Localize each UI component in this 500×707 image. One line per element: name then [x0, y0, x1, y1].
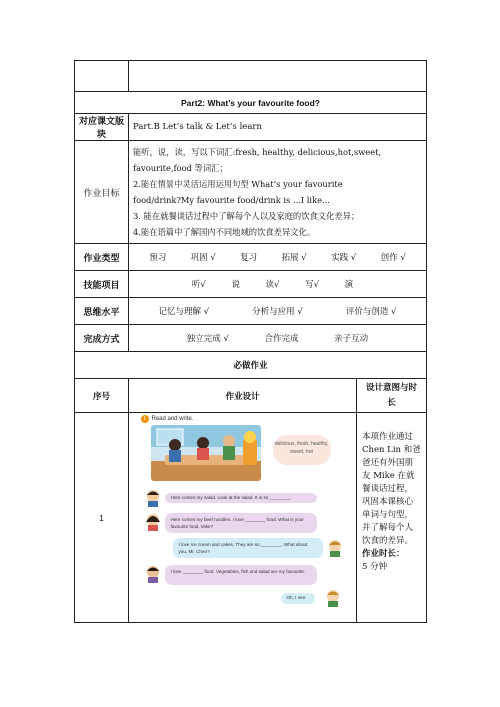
row-number: 1: [75, 413, 129, 623]
type-item: 复习: [240, 253, 258, 263]
required-title: 必做作业: [75, 352, 427, 379]
thinking-label: 思维水平: [75, 298, 129, 325]
speech-bubble: Here comes my salad. Look at the salad. It is so ________.: [165, 493, 317, 503]
dining-scene-illustration: [151, 425, 261, 481]
type-label: 作业类型: [75, 244, 129, 271]
thinking-row: [75, 298, 427, 325]
column-header-row: [75, 379, 427, 413]
intent-cell: [357, 413, 427, 623]
speech-bubble: Oh, I see.: [281, 593, 315, 604]
thinking-item: 评价与创造 √: [345, 307, 397, 317]
girl-avatar: [145, 513, 161, 531]
type-row: [75, 244, 427, 271]
goal-line: favourite,food 等词汇；: [133, 163, 228, 173]
speech-bubble: I love ________ food. Vegetables, fish and salad are my favourite.: [165, 565, 317, 585]
skill-item: 演: [344, 280, 354, 290]
type-item: 巩固 √: [190, 253, 216, 263]
type-item: 预习: [149, 253, 167, 263]
mike-avatar: [325, 589, 341, 607]
instruction-number: 1: [141, 415, 149, 423]
homework-table: [74, 60, 427, 623]
boy-avatar: [145, 489, 161, 507]
goals-row: [75, 141, 427, 244]
mode-item: 合作完成: [264, 334, 299, 344]
mode-item: 亲子互动: [334, 334, 369, 344]
homework-row-1: [75, 413, 427, 623]
required-title-row: [75, 352, 427, 379]
goal-line: 能听，说，读，写以下词汇:fresh, healthy, delicious,hot,sweet,: [133, 147, 382, 157]
mode-label: 完成方式: [75, 325, 129, 352]
skill-item: 说: [231, 280, 240, 290]
speech-bubble: Here comes my beef noodles. I love ________ food. What is your favourite food, Mike?: [165, 513, 317, 533]
intent-header: 设计意图与时长: [357, 379, 427, 413]
skill-label: 技能项目: [75, 271, 129, 298]
mode-row: [75, 325, 427, 352]
father-avatar: [145, 565, 161, 583]
type-item: 创作 √: [380, 253, 406, 263]
num-header: 序号: [75, 379, 129, 413]
goal-line: 2.能在情景中灵活运用运用句型 What’s your favourite: [133, 179, 343, 189]
skill-item: 读√: [265, 280, 280, 290]
part-title-row: [75, 92, 427, 114]
lesson-row: [75, 114, 427, 141]
skill-item: 写√: [305, 280, 320, 290]
skill-row: [75, 271, 427, 298]
speech-bubble: I love ice cream and cakes. They are so ________. What about you, Mr. Chen?: [173, 538, 323, 558]
type-item: 实践 √: [331, 253, 357, 263]
skill-item: 听√: [191, 280, 206, 290]
blank-row: [75, 61, 427, 92]
worksheet-figure: [131, 413, 355, 619]
type-item: 拓展 √: [281, 253, 307, 263]
instruction-text: Read and write.: [151, 416, 194, 422]
thinking-item: 记忆与理解 √: [158, 307, 210, 317]
lesson-value: Part.B Let’s talk & Let’s learn: [129, 114, 427, 141]
lesson-label: 对应课文版块: [75, 114, 129, 141]
goals-text: [129, 141, 427, 244]
word-box: delicious, fresh, healthy, sweet, hot: [273, 435, 331, 465]
goals-label: 作业目标: [75, 141, 129, 244]
part-title: Part2: What’s your favourite food?: [75, 92, 427, 114]
mike-avatar: [327, 539, 343, 557]
goal-line: 4.能在语篇中了解国内不同地域的饮食差异文化。: [133, 227, 316, 237]
instruction: [141, 415, 194, 423]
goal-line: food/drink?My favourite food/drink is ...I like...: [133, 195, 330, 205]
time-label: 作业时长：: [362, 549, 405, 559]
goal-line: 3. 能在就餐谈话过程中了解每个人以及家庭的饮食文化差异；: [133, 211, 360, 221]
worksheet-cell: [129, 413, 357, 623]
mode-item: 独立完成 √: [186, 334, 229, 344]
design-header: 作业设计: [129, 379, 357, 413]
thinking-item: 分析与应用 √: [252, 307, 303, 317]
time-value: 5 分钟: [362, 562, 388, 572]
intent-text: 本项作业通过 Chen Lin 和爸爸还有外国朋友 Mike 在就餐谈话过程，巩固本课核心单词与句型，并了解每个人饮食的差异。: [362, 432, 421, 546]
